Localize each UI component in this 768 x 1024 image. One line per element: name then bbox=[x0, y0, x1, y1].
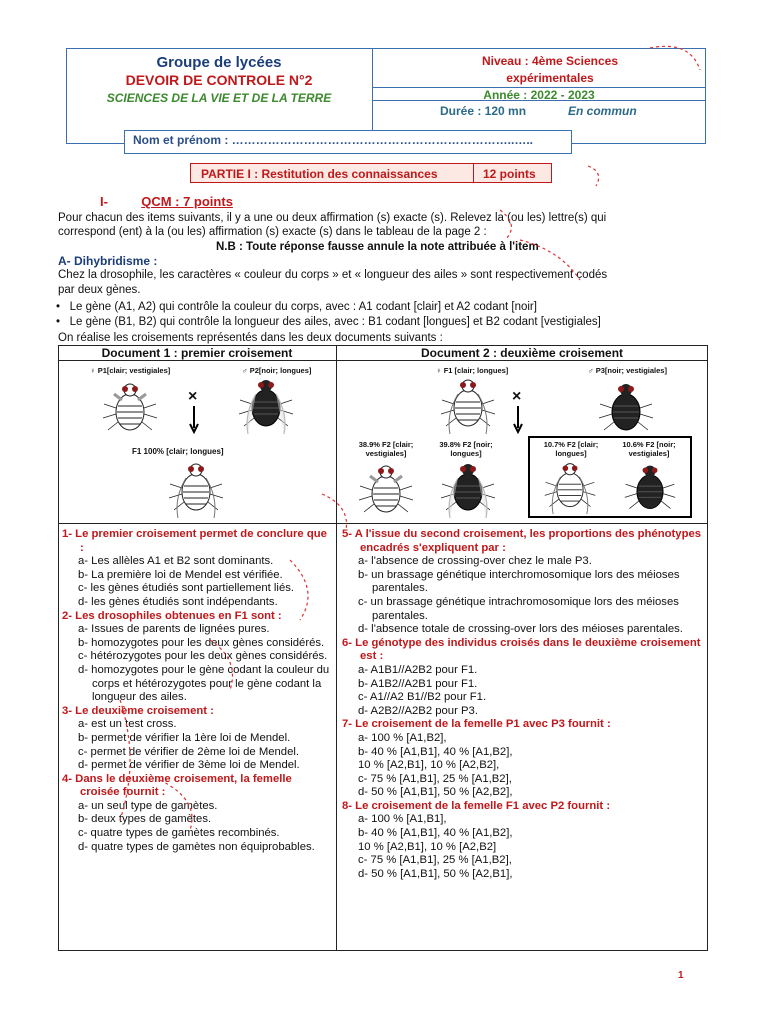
level-label: Niveau : 4ème Sciences expérimentales bbox=[481, 54, 619, 85]
part-one-banner bbox=[190, 163, 552, 183]
right-question-2-option: b- A1B2//A2B1 pour F1. bbox=[358, 677, 478, 690]
right-question-4-heading: 8- Le croisement de la femelle F1 avec P2 fournit : bbox=[342, 799, 611, 812]
doc2-title: Document 2 : deuxième croisement bbox=[420, 346, 624, 360]
exam-title: DEVOIR DE CONTROLE N°2 bbox=[125, 72, 313, 88]
page-number: 1 bbox=[678, 970, 684, 981]
left-question-1-option: c- les gènes étudiés sont partiellement liés. bbox=[78, 582, 295, 595]
intro-line-1: Chez la drosophile, les caractères « couleur du corps » et « longueur des ailes » sont respectivement codés bbox=[58, 269, 608, 281]
right-question-4-option: 10 % [A2,B1], 10 % [A2,B2] bbox=[358, 840, 497, 853]
fly-p1-vestigial-icon bbox=[100, 378, 160, 438]
right-question-3-option: c- 75 % [A1,B1], 25 % [A1,B2], bbox=[358, 772, 512, 785]
left-question-2-option: a- Issues de parents de lignées pures. bbox=[78, 623, 270, 636]
fly-p2-dark-icon bbox=[236, 374, 296, 438]
fly-result-1-icon bbox=[356, 460, 416, 520]
banner-separator bbox=[473, 164, 474, 182]
doc2-result-4-label: 10.6% F2 [noir; vestigiales] bbox=[622, 440, 676, 458]
intro-line-2: par deux gènes. bbox=[58, 284, 141, 296]
subject-title: SCIENCES DE LA VIE ET DE LA TERRE bbox=[106, 91, 332, 105]
doc1-cross-symbol: × bbox=[188, 388, 198, 405]
right-question-2-heading: 6- Le génotype des individus croisés dans le deuxième croisement est : bbox=[342, 636, 701, 663]
right-question-4-option: d- 50 % [A1,B1], 50 % [A2,B1], bbox=[358, 867, 513, 880]
table-center-divider bbox=[336, 345, 337, 951]
left-question-2-option: c- hétérozygotes pour les deux gènes considérés. bbox=[78, 650, 328, 663]
right-question-1-option: b- un brassage génétique interchromosomique lors des méioses parentales. bbox=[358, 568, 680, 595]
doc1-p2-label: ♂ P2[noir; longues] bbox=[242, 366, 312, 375]
left-question-4-option: d- quatre types de gamètes non équiprobables. bbox=[78, 840, 315, 853]
doc1-f1-label: F1 100% [clair; longues] bbox=[132, 447, 224, 456]
doc2-p3-label: ♂ P3[noir; vestigiales] bbox=[588, 366, 667, 375]
part-one-points: 12 points bbox=[483, 167, 536, 181]
left-question-1-option: d- les gènes étudiés sont indépendants. bbox=[78, 595, 278, 608]
dihybridism-heading: A- Dihybridisme : bbox=[58, 254, 158, 268]
questions-left-column bbox=[62, 528, 332, 854]
left-question-1-heading: 1- Le premier croisement permet de conclure que : bbox=[62, 528, 327, 554]
fly-result-3-icon bbox=[540, 458, 600, 516]
right-question-3-option: d- 50 % [A1,B1], 50 % [A2,B2], bbox=[358, 786, 513, 799]
gene-list bbox=[56, 300, 601, 330]
left-question-1-option: a- Les allèles A1 et B2 sont dominants. bbox=[78, 555, 274, 568]
left-question-4-heading: 4- Dans le deuxième croisement, la femelle croisée fournit : bbox=[62, 772, 292, 799]
table-header-rule bbox=[58, 360, 708, 361]
fly-doc2-f1-icon bbox=[438, 374, 498, 438]
crosses-intro: On réalise les croisements représentés dans les deux documents suivants : bbox=[58, 332, 443, 344]
left-question-2-option: d- homozygotes pour le gène codant la couleur du corps et hétérozygotes pour le gène codant la longueur des ailes. bbox=[78, 663, 330, 704]
right-question-3-option: b- 40 % [A1,B1], 40 % [A1,B2], bbox=[358, 745, 513, 758]
left-question-4-option: b- deux types de gamètes. bbox=[78, 813, 212, 826]
fly-p3-dark-icon bbox=[596, 378, 656, 438]
right-question-1-option: d- l'absence totale de crossing-over lors des méioses parentales. bbox=[358, 623, 683, 636]
common-exam-label: En commun bbox=[568, 104, 637, 118]
doc1-p1-label: ♀ P1[clair; vestigiales] bbox=[90, 366, 171, 375]
doc2-f1-label: ♀ F1 [clair; longues] bbox=[436, 366, 509, 375]
instruction-line-1: Pour chacun des items suivants, il y a une ou deux affirmation (s) exacte (s). Relevez la (ou les) lettre(s) qui bbox=[58, 212, 607, 224]
section-number: I- bbox=[100, 194, 108, 209]
right-question-3-option: a- 100 % [A1,B2], bbox=[358, 731, 447, 744]
right-question-1-option: c- un brassage génétique intrachromosomique lors des méioses parentales. bbox=[358, 595, 679, 622]
left-question-1-option: b- La première loi de Mendel est vérifiée. bbox=[78, 568, 283, 581]
right-question-2-option: c- A1//A2 B1//B2 pour F1. bbox=[358, 691, 487, 704]
table-figures-rule bbox=[58, 523, 708, 524]
gene-item-2: • Le gène (B1, B2) qui contrôle la longueur des ailes, avec : B1 codant [longues] et B2 codant [vestigiales] bbox=[56, 316, 601, 328]
left-question-3-heading: 3- Le deuxième croisement : bbox=[62, 704, 214, 717]
school-year: Année : 2022 - 2023 bbox=[483, 88, 595, 102]
school-group: Groupe de lycées bbox=[156, 54, 282, 71]
section-heading bbox=[100, 194, 233, 209]
left-question-3-option: b- permet de vérifier la 1ère loi de Mendel. bbox=[78, 731, 291, 744]
right-question-2-option: d- A2B2//A2B2 pour P3. bbox=[358, 704, 478, 717]
right-question-1-option: a- l'absence de crossing-over chez le male P3. bbox=[358, 555, 592, 568]
left-question-4-option: a- un seul type de gamètes. bbox=[78, 799, 218, 812]
fly-result-4-icon bbox=[620, 460, 680, 516]
doc2-arrow-icon bbox=[513, 406, 523, 434]
nb-note: N.B : Toute réponse fausse annule la note attribuée à l'item bbox=[216, 241, 539, 253]
left-question-2-option: b- homozygotes pour les deux gènes considérés. bbox=[78, 636, 325, 649]
doc1-title: Document 1 : premier croisement bbox=[101, 346, 293, 360]
right-question-4-option: c- 75 % [A1,B1], 25 % [A1,B2], bbox=[358, 854, 512, 867]
part-one-title: PARTIE I : Restitution des connaissances bbox=[201, 167, 438, 181]
right-question-3-option: 10 % [A2,B1], 10 % [A2,B2], bbox=[358, 759, 500, 772]
right-question-1-heading: 5- A l'issue du second croisement, les proportions des phénotypes encadrés s'expliquent par : bbox=[342, 528, 702, 554]
fly-f1-icon bbox=[166, 458, 226, 520]
right-question-3-heading: 7- Le croisement de la femelle P1 avec P3 fournit : bbox=[342, 718, 611, 731]
questions-right-column bbox=[342, 528, 706, 881]
gene-item-1: • Le gène (A1, A2) qui contrôle la couleur du corps, avec : A1 codant [clair] et A2 codant [noir] bbox=[56, 301, 537, 313]
doc2-result-3-label: 10.7% F2 [clair; longues] bbox=[543, 440, 599, 458]
section-title: QCM : 7 points bbox=[141, 194, 233, 209]
doc2-result-1-label: 38.9% F2 [clair; vestigiales] bbox=[358, 440, 414, 458]
left-question-3-option: d- permet de vérifier de 3ème loi de Mendel. bbox=[78, 759, 300, 772]
student-name-field[interactable]: Nom et prénom : ……………………………………………………………..….. bbox=[124, 130, 572, 154]
left-question-3-option: c- permet de vérifier de 2ème loi de Mendel. bbox=[78, 745, 300, 758]
doc1-arrow-icon bbox=[189, 406, 199, 434]
doc2-cross-symbol: × bbox=[512, 388, 522, 405]
left-question-4-option: c- quatre types de gamètes recombinés. bbox=[78, 827, 280, 840]
instruction-line-2: correspond (ent) à la (ou les) affirmation (s) exacte (s) dans le tableau de la page 2 : bbox=[58, 226, 487, 238]
right-question-2-option: a- A1B1//A2B2 pour F1. bbox=[358, 663, 478, 676]
left-question-3-option: a- est un test cross. bbox=[78, 718, 177, 731]
fly-result-2-icon bbox=[438, 458, 498, 520]
right-question-4-option: b- 40 % [A1,B1], 40 % [A1,B2], bbox=[358, 827, 513, 840]
right-question-4-option: a- 100 % [A1,B1], bbox=[358, 813, 447, 826]
doc2-result-2-label: 39.8% F2 [noir; longues] bbox=[439, 440, 493, 458]
left-question-2-heading: 2- Les drosophiles obtenues en F1 sont : bbox=[62, 609, 282, 622]
duration: Durée : 120 mn bbox=[440, 104, 527, 118]
